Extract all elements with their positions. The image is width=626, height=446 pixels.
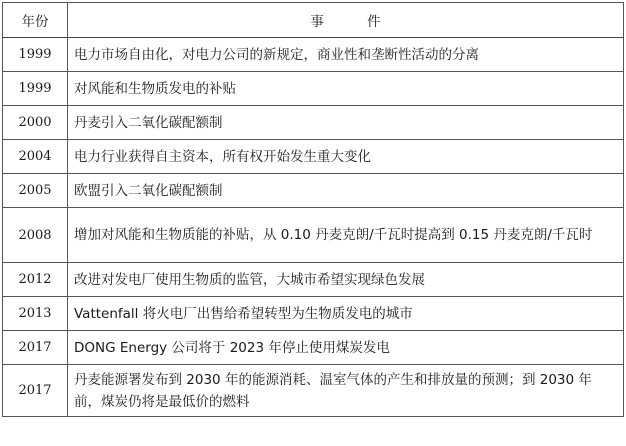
year-cell: 2004 (3, 140, 68, 174)
table-row (3, 263, 624, 297)
year-cell: 2000 (3, 106, 68, 140)
event-cell: Vattenfall 将火电厂出售给希望转型为生物质发电的城市 (68, 297, 624, 331)
table-row (3, 297, 624, 331)
header-event-label: 事件 (310, 14, 424, 30)
table-row (3, 365, 624, 417)
events-table (2, 2, 624, 417)
header-event (68, 3, 624, 38)
table-row (3, 174, 624, 208)
year-cell: 1999 (3, 38, 68, 72)
table-row (3, 331, 624, 365)
year-cell: 2008 (3, 208, 68, 263)
event-cell: 丹麦能源署发布到 2030 年的能源消耗、温室气体的产生和排放量的预测；到 2030 年前，煤炭仍将是最低价的燃料 (68, 365, 624, 417)
header-row (3, 3, 624, 38)
table-row (3, 72, 624, 106)
table-row (3, 106, 624, 140)
year-cell: 2013 (3, 297, 68, 331)
event-cell: 电力市场自由化，对电力公司的新规定，商业性和垄断性活动的分离 (68, 38, 624, 72)
event-cell: 电力行业获得自主资本，所有权开始发生重大变化 (68, 140, 624, 174)
event-cell: 欧盟引入二氧化碳配额制 (68, 174, 624, 208)
year-cell: 2017 (3, 331, 68, 365)
event-cell: 改进对发电厂使用生物质的监管，大城市希望实现绿色发展 (68, 263, 624, 297)
event-cell: 对风能和生物质发电的补贴 (68, 72, 624, 106)
table-row (3, 140, 624, 174)
table-row (3, 38, 624, 72)
event-cell: DONG Energy 公司将于 2023 年停止使用煤炭发电 (68, 331, 624, 365)
header-year: 年份 (3, 3, 68, 38)
event-cell: 丹麦引入二氧化碳配额制 (68, 106, 624, 140)
year-cell: 2012 (3, 263, 68, 297)
year-cell: 2017 (3, 365, 68, 417)
table-row (3, 208, 624, 263)
year-cell: 2005 (3, 174, 68, 208)
year-cell: 1999 (3, 72, 68, 106)
event-cell: 增加对风能和生物质能的补贴，从 0.10 丹麦克朗/千瓦时提高到 0.15 丹麦克朗/千瓦时 (68, 208, 624, 263)
